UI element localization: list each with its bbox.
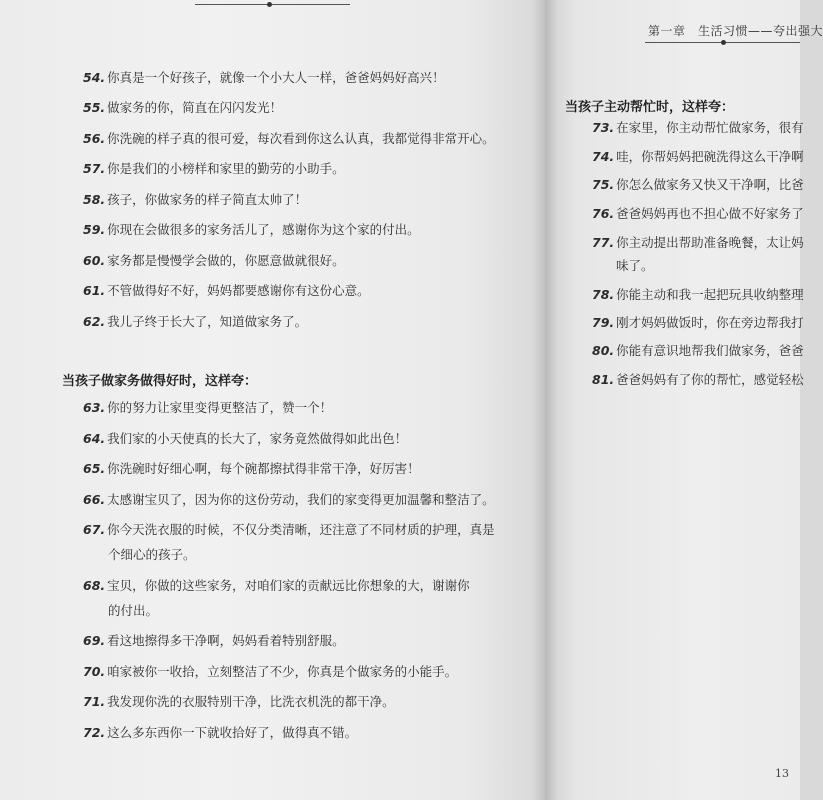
- item-text: 在家里，你主动帮忙做家务，很有: [616, 120, 804, 135]
- list-item: [83, 694, 395, 710]
- item-text: 你洗碗时好细心啊，每个碗都擦拭得非常干净，好厉害！: [107, 461, 420, 476]
- list-item: [83, 283, 370, 299]
- section-title-good-work: 当孩子做家务做得好时，这样夸：: [62, 374, 258, 389]
- item-number: 75.: [592, 177, 615, 192]
- list-item: [592, 177, 804, 193]
- list-item: [592, 315, 804, 331]
- list-item: [592, 372, 804, 388]
- list-item: [83, 253, 345, 269]
- item-number: 54.: [83, 70, 106, 85]
- list-item: [592, 120, 804, 136]
- item-text: 我发现你洗的衣服特别干净，比洗衣机洗的都干净。: [107, 694, 395, 709]
- item-text: 你现在会做很多的家务活儿了，感谢你为这个家的付出。: [107, 222, 420, 237]
- item-text: 咱家被你一收拾，立刻整洁了不少，你真是个做家务的小能手。: [107, 664, 458, 679]
- chapter-header: 第一章 生活习惯——夸出强大: [648, 24, 823, 38]
- item-number: 61.: [83, 283, 106, 298]
- item-number: 59.: [83, 222, 106, 237]
- list-item: [83, 725, 357, 741]
- item-number: 77.: [592, 235, 615, 250]
- list-item: [83, 578, 470, 594]
- item-text: 你洗碗的样子真的很可爱，每次看到你这么认真，我都觉得非常开心。: [107, 131, 495, 146]
- item-number: 67.: [83, 522, 106, 537]
- item-text: 哇，你帮妈妈把碗洗得这么干净啊: [616, 149, 804, 164]
- item-text: 家务都是慢慢学会做的，你愿意做就很好。: [107, 253, 345, 268]
- item-text: 宝贝，你做的这些家务，对咱们家的贡献远比你想象的大，谢谢你: [107, 578, 470, 593]
- item-number: 71.: [83, 694, 106, 709]
- left-header-rule-dot: [267, 2, 272, 7]
- list-item: [83, 522, 495, 538]
- item-text: 你怎么做家务又快又干净啊，比爸: [616, 177, 804, 192]
- item-number: 70.: [83, 664, 106, 679]
- item-text: 太感谢宝贝了，因为你的这份劳动，我们的家变得更加温馨和整洁了。: [107, 492, 495, 507]
- item-text: 我儿子终于长大了，知道做家务了。: [107, 314, 308, 329]
- list-item: [592, 287, 804, 303]
- item-text: 看这地擦得多干净啊，妈妈看着特别舒服。: [107, 633, 345, 648]
- item-number: 62.: [83, 314, 106, 329]
- item-number: 60.: [83, 253, 106, 268]
- left-header-rule: [195, 4, 350, 5]
- item-text: 做家务的你，简直在闪闪发光！: [107, 100, 283, 115]
- list-item: [83, 100, 282, 116]
- item-number: 74.: [592, 149, 615, 164]
- item-number: 79.: [592, 315, 615, 330]
- item-number: 66.: [83, 492, 106, 507]
- list-item: [592, 149, 804, 165]
- list-item: [592, 235, 804, 251]
- item-text: 刚才妈妈做饭时，你在旁边帮我打: [616, 315, 804, 330]
- item-continuation: 味了。: [616, 258, 654, 273]
- item-continuation: 个细心的孩子。: [108, 547, 196, 562]
- item-text: 你真是一个好孩子，就像一个小大人一样，爸爸妈妈好高兴！: [107, 70, 445, 85]
- item-number: 78.: [592, 287, 615, 302]
- list-item: [83, 633, 345, 649]
- item-text: 你能有意识地帮我们做家务，爸爸: [616, 343, 804, 358]
- list-item: [83, 161, 345, 177]
- item-number: 76.: [592, 206, 615, 221]
- item-number: 81.: [592, 372, 615, 387]
- item-number: 56.: [83, 131, 106, 146]
- item-number: 68.: [83, 578, 106, 593]
- list-item: [592, 343, 804, 359]
- list-item: [83, 192, 307, 208]
- right-header-rule-dot: [721, 40, 726, 45]
- list-item: [83, 131, 495, 147]
- list-item: [83, 431, 407, 447]
- item-text: 爸爸妈妈再也不担心做不好家务了: [616, 206, 804, 221]
- item-text: 你今天洗衣服的时候，不仅分类清晰，还注意了不同材质的护理，真是: [107, 522, 495, 537]
- item-text: 爸爸妈妈有了你的帮忙，感觉轻松: [616, 372, 804, 387]
- item-number: 65.: [83, 461, 106, 476]
- item-number: 55.: [83, 100, 106, 115]
- item-text: 这么多东西你一下就收拾好了，做得真不错。: [107, 725, 358, 740]
- item-text: 孩子，你做家务的样子简直太帅了！: [107, 192, 308, 207]
- list-item: [83, 400, 332, 416]
- item-continuation: 的付出。: [108, 603, 159, 618]
- list-item: [83, 222, 420, 238]
- list-item: [83, 314, 307, 330]
- list-item: [83, 664, 457, 680]
- item-text: 你的努力让家里变得更整洁了，赞一个！: [107, 400, 333, 415]
- item-number: 63.: [83, 400, 106, 415]
- item-text: 你能主动和我一起把玩具收纳整理: [616, 287, 804, 302]
- section-title-help: 当孩子主动帮忙时，这样夸：: [565, 100, 735, 115]
- item-number: 58.: [83, 192, 106, 207]
- item-number: 73.: [592, 120, 615, 135]
- item-number: 80.: [592, 343, 615, 358]
- item-text: 你主动提出帮助准备晚餐，太让妈: [616, 235, 804, 250]
- item-number: 72.: [83, 725, 106, 740]
- item-number: 57.: [83, 161, 106, 176]
- list-item: [83, 70, 445, 86]
- item-text: 我们家的小天使真的长大了，家务竟然做得如此出色！: [107, 431, 408, 446]
- book-gutter: [532, 0, 558, 800]
- page-number: 13: [775, 767, 789, 780]
- item-text: 不管做得好不好，妈妈都要感谢你有这份心意。: [107, 283, 370, 298]
- list-item: [592, 206, 804, 222]
- item-number: 64.: [83, 431, 106, 446]
- list-item: [83, 461, 420, 477]
- item-text: 你是我们的小榜样和家里的勤劳的小助手。: [107, 161, 345, 176]
- item-number: 69.: [83, 633, 106, 648]
- list-item: [83, 492, 495, 508]
